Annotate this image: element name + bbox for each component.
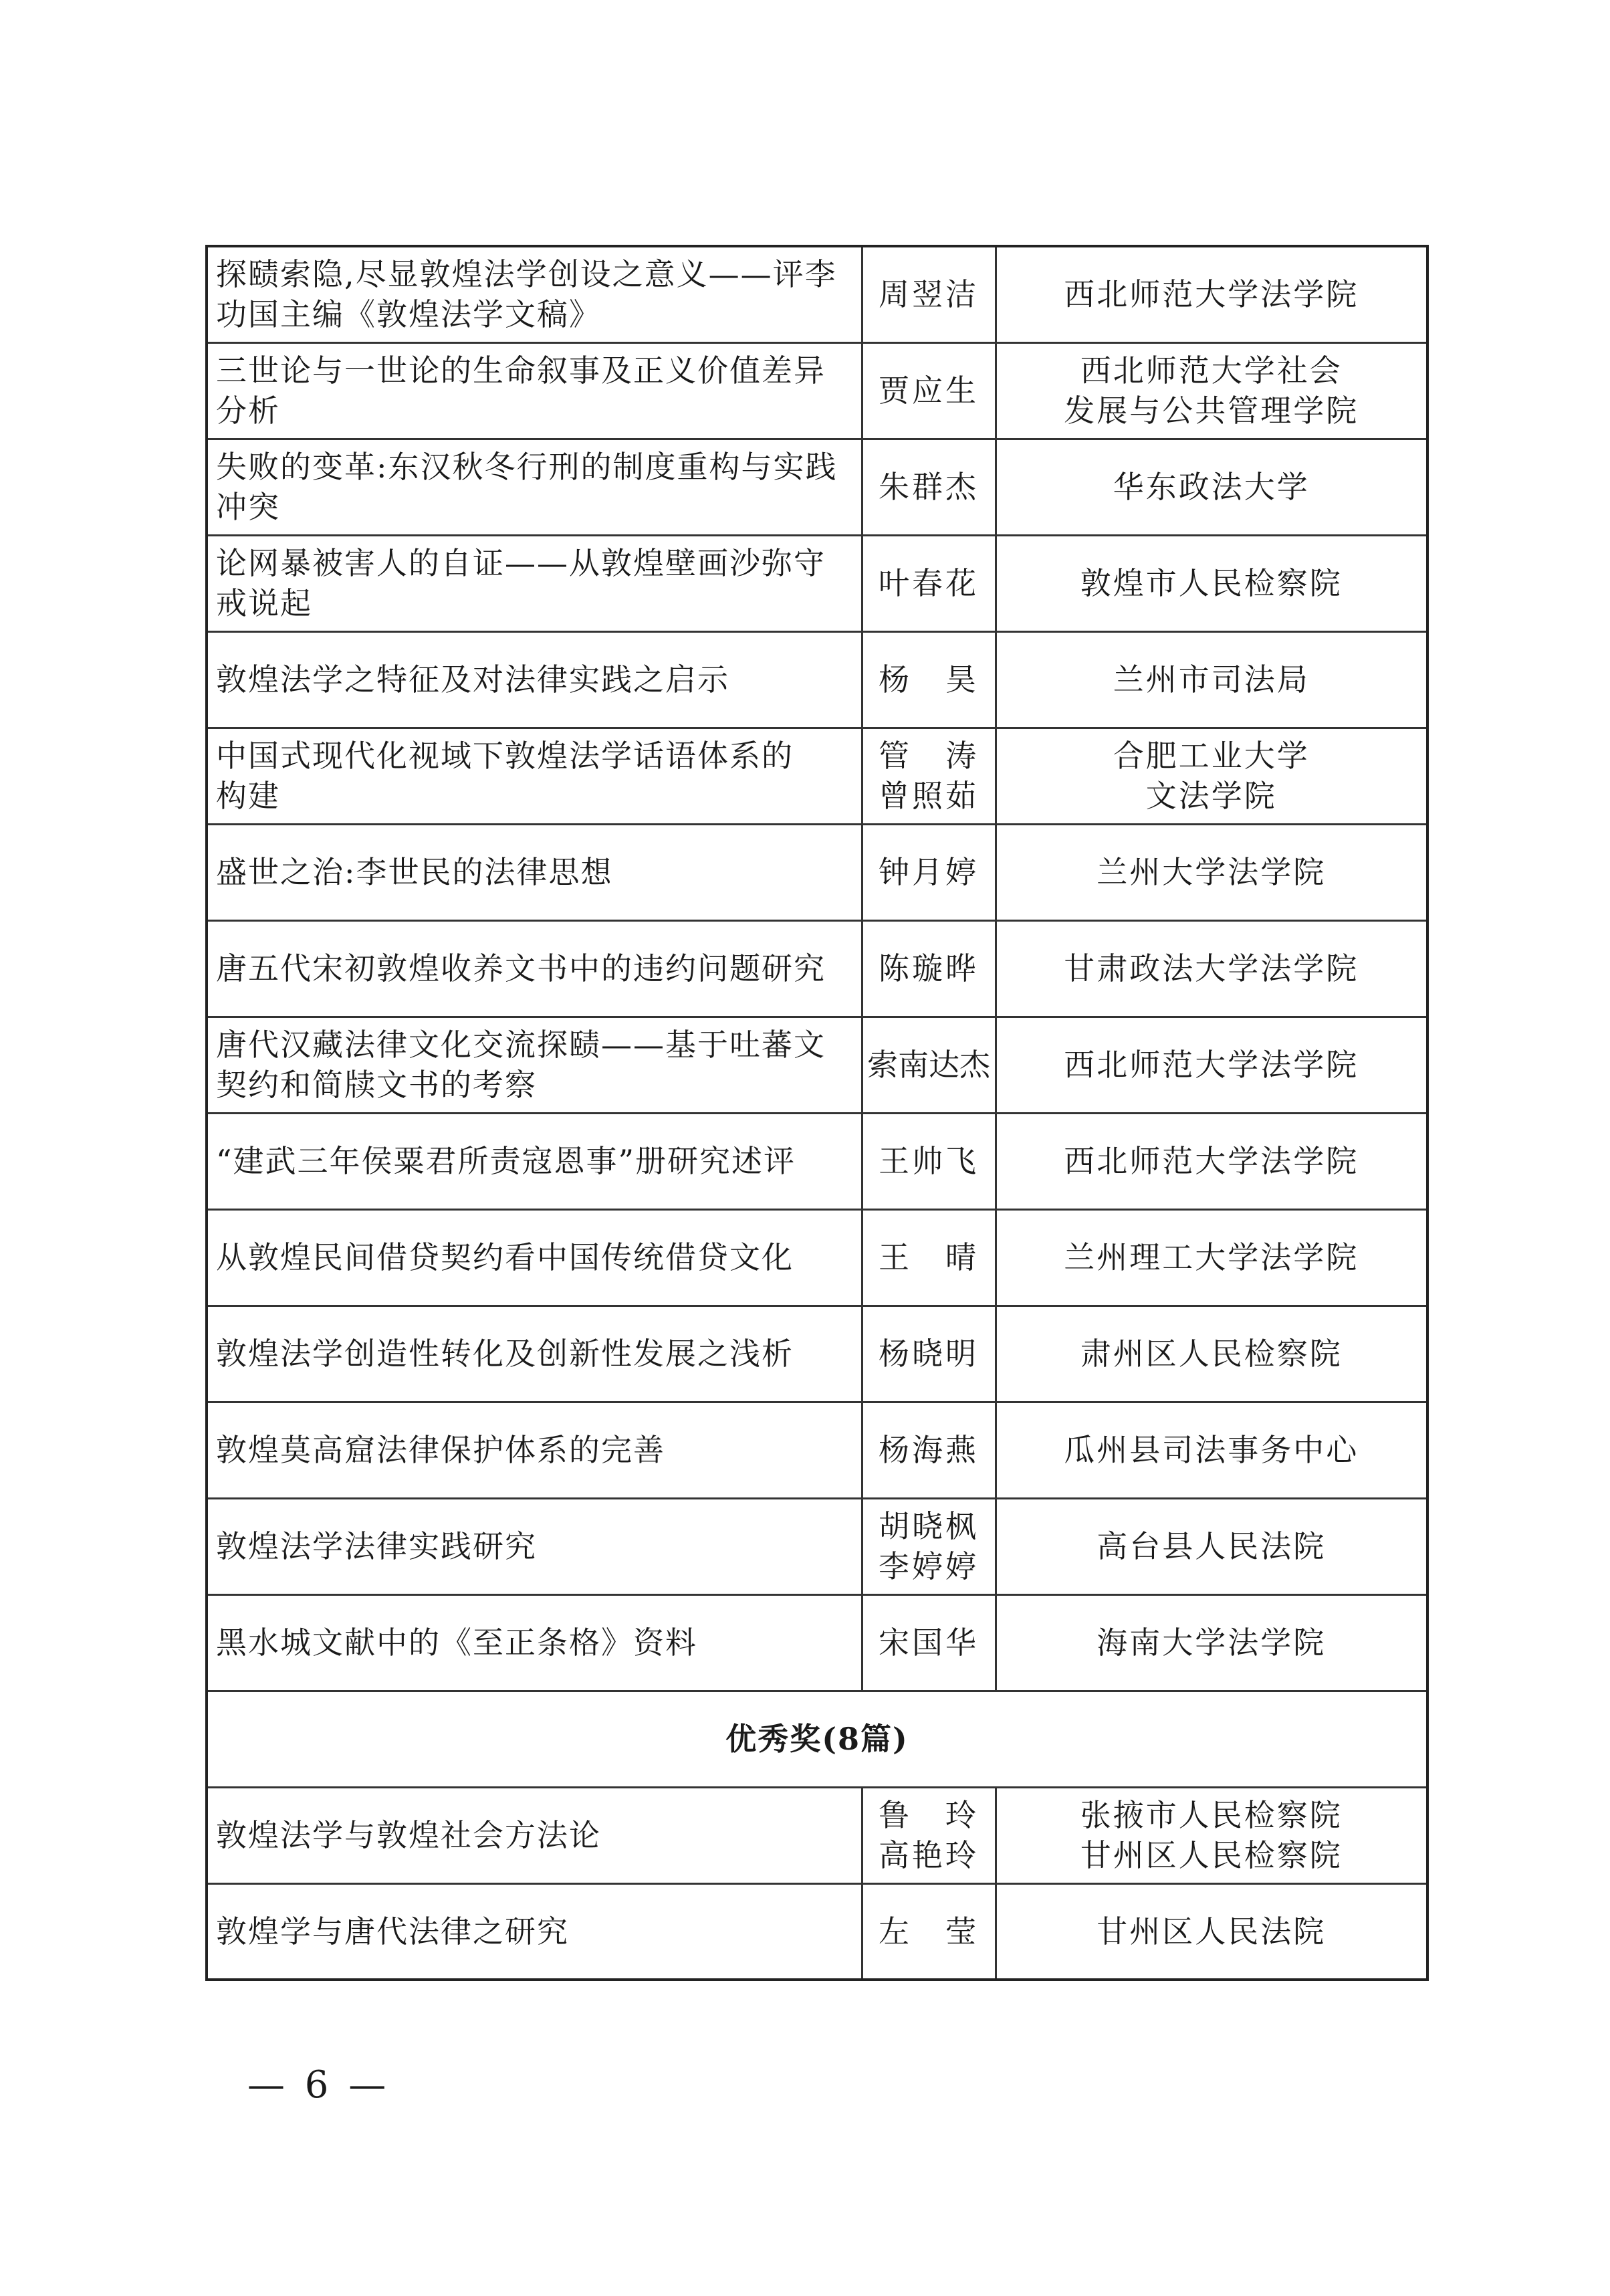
unit-cell — [996, 1402, 1427, 1498]
table-row — [207, 1402, 1427, 1498]
author-cell — [862, 1498, 996, 1594]
unit-name: 发展与公共管理学院 — [1064, 393, 1359, 429]
title-line: 从敦煌民间借贷契约看中国传统借贷文化 — [216, 1239, 794, 1275]
table-row — [207, 1594, 1427, 1691]
author-cell — [862, 246, 996, 342]
table-row — [207, 1209, 1427, 1306]
author-name: 高艳玲 — [879, 1837, 979, 1873]
award-table — [205, 245, 1429, 1981]
unit-cell — [996, 1113, 1427, 1209]
table-row — [207, 1306, 1427, 1402]
unit-name: 文法学院 — [1145, 778, 1277, 814]
paper-title — [207, 1787, 862, 1883]
author-cell — [862, 1594, 996, 1691]
table-row — [207, 824, 1427, 920]
table-row — [207, 631, 1427, 728]
paper-title — [207, 439, 862, 535]
author-name: 叶春花 — [879, 565, 979, 601]
table-row — [207, 920, 1427, 1017]
unit-name: 海南大学法学院 — [1097, 1625, 1327, 1661]
author-name: 左 莹 — [879, 1913, 979, 1950]
author-name: 王帅飞 — [879, 1143, 979, 1179]
title-line: 构建 — [216, 778, 280, 814]
table-row — [207, 246, 1427, 342]
paper-title — [207, 1306, 862, 1402]
unit-cell — [996, 920, 1427, 1017]
table-row — [207, 1787, 1427, 1883]
unit-name: 兰州市司法局 — [1113, 661, 1310, 698]
paper-title — [207, 728, 862, 824]
table-row — [207, 535, 1427, 631]
paper-title — [207, 1402, 862, 1498]
unit-name: 兰州大学法学院 — [1097, 854, 1327, 890]
unit-name: 高台县人民法院 — [1097, 1528, 1327, 1564]
table-row — [207, 1498, 1427, 1594]
author-cell — [862, 1883, 996, 1980]
unit-name: 兰州理工大学法学院 — [1064, 1239, 1359, 1275]
title-line: 戒说起 — [216, 585, 312, 621]
paper-title — [207, 631, 862, 728]
paper-title — [207, 1498, 862, 1594]
author-cell — [862, 631, 996, 728]
paper-title — [207, 920, 862, 1017]
author-name: 陈璇晔 — [879, 950, 979, 986]
unit-cell — [996, 1209, 1427, 1306]
author-cell — [862, 439, 996, 535]
title-line: 探赜索隐,尽显敦煌法学创设之意义——评李 — [216, 256, 837, 293]
title-line: 敦煌学与唐代法律之研究 — [216, 1913, 569, 1950]
title-line: 敦煌法学与敦煌社会方法论 — [216, 1817, 601, 1853]
title-line: 黑水城文献中的《至正条格》资料 — [216, 1625, 697, 1661]
unit-cell — [996, 1017, 1427, 1113]
title-line: 唐代汉藏法律文化交流探赜——基于吐蕃文 — [216, 1027, 826, 1063]
title-line: 中国式现代化视域下敦煌法学话语体系的 — [216, 738, 794, 774]
author-cell — [862, 1402, 996, 1498]
title-line: 失败的变革:东汉秋冬行刑的制度重构与实践 — [216, 449, 838, 485]
title-line: 唐五代宋初敦煌收养文书中的违约问题研究 — [216, 950, 826, 986]
paper-title — [207, 1017, 862, 1113]
title-line: 敦煌法学创造性转化及创新性发展之浅析 — [216, 1336, 794, 1372]
paper-title — [207, 824, 862, 920]
unit-name: 合肥工业大学 — [1113, 738, 1310, 774]
table-row — [207, 1883, 1427, 1980]
author-name: 管 涛 — [879, 738, 979, 774]
unit-name: 敦煌市人民检察院 — [1080, 565, 1343, 601]
unit-cell — [996, 1883, 1427, 1980]
author-cell — [862, 824, 996, 920]
unit-cell — [996, 728, 1427, 824]
paper-title — [207, 1113, 862, 1209]
table-row — [207, 1113, 1427, 1209]
author-name: 钟月婷 — [879, 854, 979, 890]
paper-title — [207, 535, 862, 631]
unit-name: 西北师范大学法学院 — [1064, 276, 1359, 313]
author-cell — [862, 1306, 996, 1402]
table-row — [207, 728, 1427, 824]
title-line: “建武三年侯粟君所责寇恩事”册研究述评 — [216, 1143, 796, 1179]
author-name: 胡晓枫 — [879, 1508, 979, 1544]
author-name: 鲁 玲 — [879, 1797, 979, 1833]
author-name: 杨 昊 — [879, 661, 979, 698]
unit-name: 张掖市人民检察院 — [1080, 1797, 1343, 1833]
author-cell — [862, 1787, 996, 1883]
unit-name: 西北师范大学社会 — [1080, 352, 1343, 389]
unit-cell — [996, 1594, 1427, 1691]
title-line: 敦煌莫高窟法律保护体系的完善 — [216, 1432, 665, 1468]
author-cell — [862, 920, 996, 1017]
page-number: — 6 — — [247, 2063, 390, 2107]
unit-name: 甘肃政法大学法学院 — [1064, 950, 1359, 986]
title-line: 分析 — [216, 393, 280, 429]
section-heading-row — [207, 1691, 1427, 1787]
title-line: 盛世之治:李世民的法律思想 — [216, 854, 613, 890]
table-row — [207, 439, 1427, 535]
unit-cell — [996, 439, 1427, 535]
title-line: 冲突 — [216, 489, 280, 525]
unit-name: 西北师范大学法学院 — [1064, 1143, 1359, 1179]
unit-cell — [996, 342, 1427, 439]
author-name: 杨晓明 — [879, 1336, 979, 1372]
author-cell — [862, 535, 996, 631]
unit-cell — [996, 824, 1427, 920]
paper-title — [207, 1209, 862, 1306]
author-cell — [862, 1017, 996, 1113]
author-name: 索南达杰 — [867, 1047, 990, 1083]
author-name: 朱群杰 — [879, 469, 979, 505]
unit-cell — [996, 1787, 1427, 1883]
unit-name: 甘州区人民法院 — [1097, 1913, 1327, 1950]
title-line: 契约和简牍文书的考察 — [216, 1067, 537, 1103]
unit-cell — [996, 535, 1427, 631]
unit-cell — [996, 1306, 1427, 1402]
unit-name: 肃州区人民检察院 — [1080, 1336, 1343, 1372]
author-name: 周翌洁 — [879, 276, 979, 313]
award-table-body — [207, 246, 1427, 1980]
unit-name: 西北师范大学法学院 — [1064, 1047, 1359, 1083]
paper-title — [207, 1594, 862, 1691]
paper-title — [207, 342, 862, 439]
title-line: 功国主编《敦煌法学文稿》 — [216, 296, 601, 333]
unit-name: 瓜州县司法事务中心 — [1064, 1432, 1359, 1468]
author-name: 曾照茹 — [879, 778, 979, 814]
table-row — [207, 1017, 1427, 1113]
author-name: 杨海燕 — [879, 1432, 979, 1468]
unit-cell — [996, 631, 1427, 728]
author-name: 宋国华 — [879, 1625, 979, 1661]
author-cell — [862, 728, 996, 824]
unit-cell — [996, 246, 1427, 342]
section-heading: 优秀奖(8篇) — [207, 1691, 1427, 1787]
unit-cell — [996, 1498, 1427, 1594]
author-cell — [862, 1209, 996, 1306]
title-line: 敦煌法学法律实践研究 — [216, 1528, 537, 1564]
author-name: 王 晴 — [879, 1239, 979, 1275]
title-line: 论网暴被害人的自证——从敦煌壁画沙弥守 — [216, 545, 826, 581]
title-line: 三世论与一世论的生命叙事及正义价值差异 — [216, 352, 826, 389]
title-line: 敦煌法学之特征及对法律实践之启示 — [216, 661, 729, 698]
author-name: 李婷婷 — [879, 1548, 979, 1584]
author-cell — [862, 1113, 996, 1209]
author-name: 贾应生 — [879, 373, 979, 409]
unit-name: 甘州区人民检察院 — [1080, 1837, 1343, 1873]
paper-title — [207, 1883, 862, 1980]
paper-title — [207, 246, 862, 342]
table-row — [207, 342, 1427, 439]
unit-name: 华东政法大学 — [1113, 469, 1310, 505]
author-cell — [862, 342, 996, 439]
